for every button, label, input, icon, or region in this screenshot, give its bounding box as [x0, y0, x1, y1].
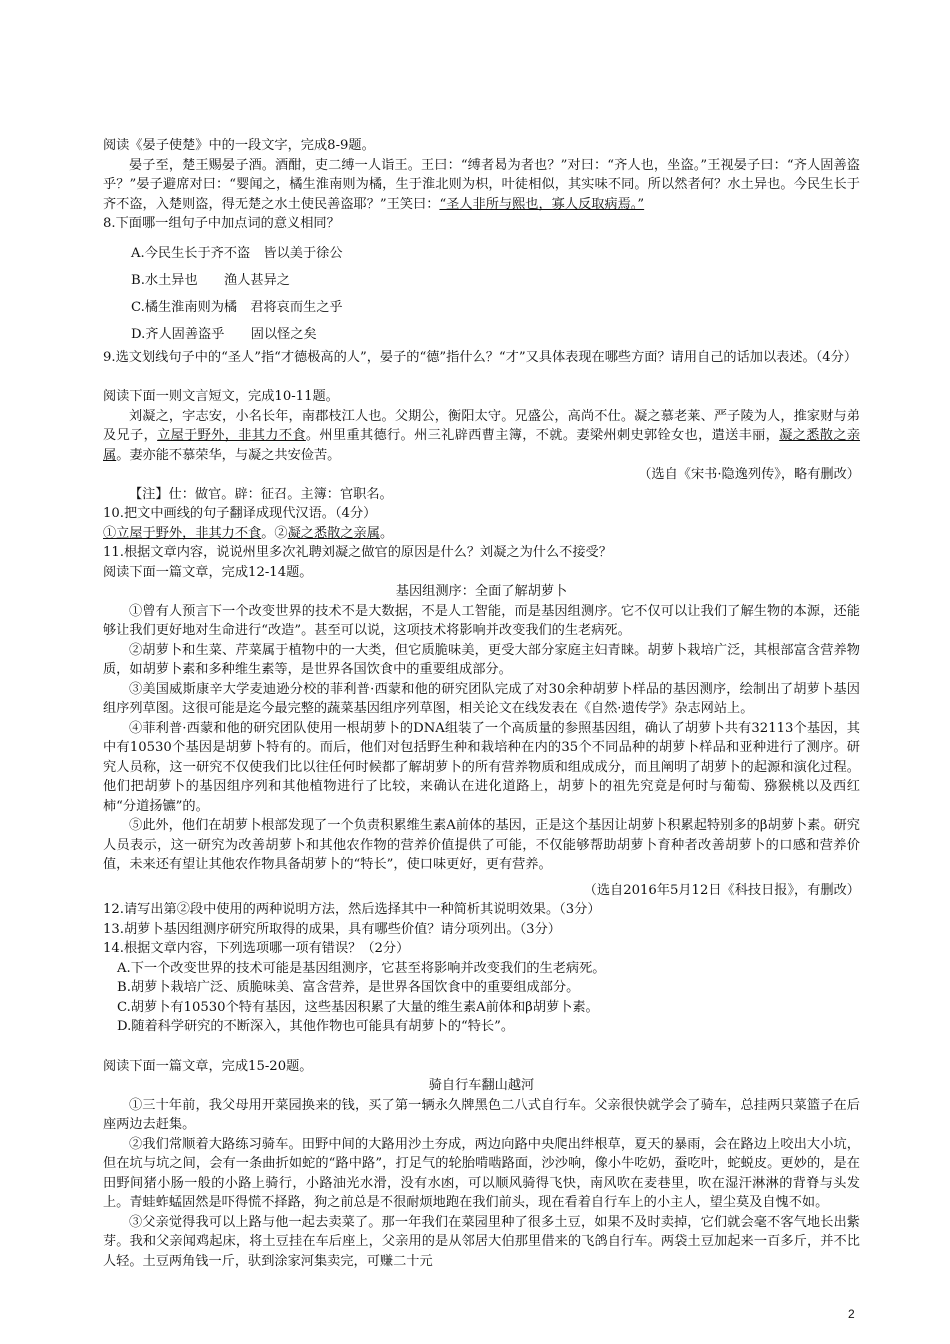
paragraph: ⑤此外，他们在胡萝卜根部发现了一个负责积累维生素A前体的基因，正是这个基因让胡萝卜积累起特别多的β胡萝卜素。研究人员表示，这一研究为改善胡萝卜和其他农作物的营养价值提供了可能，不仅能够帮助胡萝卜育种者改善胡萝卜的口感和营养价值，未来还有望让其他农作物具备胡萝卜的“特长”，使口味更好，更有营养。 [103, 818, 860, 872]
sentence-b: 凝之悉散之亲属 [287, 525, 380, 541]
paragraph: ④菲利普·西蒙和他的研究团队使用一根胡萝卜的DNA组装了一个高质量的参照基因组，确认了胡萝卜共有32113个基因，其中有10530个基因是胡萝卜特有的。而后，他们对包括野生种和栽培种在内的35个不同品种的胡萝卜样品和亚种进行了测序。研究人员称，这一研究不仅使我们比以往任何时候都了解胡萝卜的所有营养物质和组成成分，而且阐明了胡萝卜的起源和演化过程。他们把胡萝卜的基因组序列和其他植物进行了比较，来确认在进化道路上，胡萝卜的祖先究竟是何时与葡萄、猕猴桃以及西红柿“分道扬镳”的。 [103, 720, 860, 814]
question-13: 13.胡萝卜基因组测序研究所取得的成果，具有哪些价值？请分项列出。（3分） [103, 921, 561, 937]
question-8-options [103, 240, 860, 348]
source-note: （选自《宋书·隐逸列传》，略有删改） [638, 467, 860, 482]
annotation-note: 【注】仕：做官。辟：征召。主簿：官职名。 [129, 486, 393, 502]
page-number: 2 [848, 1307, 855, 1321]
question-10: 10.把文中画线的句子翻译成现代汉语。（4分） [103, 506, 377, 521]
option-item: D.随着科学研究的不断深入，其他作物也可能具有胡萝卜的“特长”。 [117, 1019, 515, 1034]
option-item: B.水土异也 渔人甚异之 [131, 272, 290, 288]
underlined-quote: “圣人非所与熙也，寡人反取病焉。” [439, 196, 645, 212]
question-8: 8.下面哪一组句子中加点词的意义相同？ [103, 216, 340, 231]
paragraph: ②我们常顺着大路练习骑车。田野中间的大路用沙土夯成，两边向路中央爬出绊根草，夏天的暴雨，会在路边上咬出大小坑，但在坑与坑之间，会有一条曲折如蛇的“路中路”，打足气的轮胎啃啮路面，沙沙响，像小牛吃奶，蚕吃叶，蛇蜕皮。更妙的，是在田野间猪小肠一般的小路上骑行，小路油光水滑，没有水凼，可以顺风骑得飞快，南风吹在麦巷里，吹在湿汗淋淋的背脊与头发上。青蛙蚱蜢固然是吓得慌不择路，狗之前总是不很耐烦地跑在我们前头，现在看着自行车上的小主人，望尘莫及自愧不如。 [103, 1136, 860, 1210]
section-intro-liuning: 阅读下面一则文言短文，完成10-11题。 [103, 389, 339, 404]
passage-liuning [103, 407, 860, 466]
passage-yanzi-text: 晏子至，楚王赐晏子酒。酒酣，吏二缚一人诣王。王曰：“缚者曷为者也？”对曰：“齐人也，坐盗。”王视晏子曰：“齐人固善盗乎？”晏子避席对曰：“婴闻之，橘生淮南则为橘，生于淮北则为枳，叶徒相似，其实味不同。所以然者何？水土异也。今民生长于齐不盗，入楚则盗，得无楚之水土使民善盗耶？”王笑曰： [103, 157, 860, 212]
question-14-options [103, 959, 860, 1037]
paragraph: ①三十年前，我父母用开菜园换来的钱，买了第一辆永久牌黑色二八式自行车。父亲很快就学会了骑车，总挂两只菜篮子在后座两边去赶集。 [103, 1097, 860, 1132]
passage-yanzi [103, 156, 860, 215]
paragraph: ③美国威斯康辛大学麦迪逊分校的菲利普·西蒙和他的研究团队完成了对30余种胡萝卜样品的基因测序，绘制出了胡萝卜基因组序列草图。这很可能是迄今最完整的蔬菜基因组序列草图，相关论文在线发表在《自然·遗传学》杂志网站上。 [103, 681, 860, 716]
question-14: 14.根据文章内容，下列选项哪一项有错误？（2分） [103, 941, 410, 956]
question-10-sentences [103, 524, 860, 544]
paragraph: ③父亲觉得我可以上路与他一起去卖菜了。那一年我们在菜园里种了很多土豆，如果不及时卖掉，它们就会毫不客气地长出紫芽。我和父亲闻鸡起床，将土豆挂在车后座上，父亲用的是从邻居大伯那里借来的飞鸽自行车。两袋土豆加起来一百多斤，并不比人轻。土豆两角钱一斤，驮到涂家河集卖完，可赚二十元 [103, 1214, 860, 1269]
section-intro-bike: 阅读下面一篇文章，完成15-20题。 [103, 1058, 313, 1074]
option-item: B.胡萝卜栽培广泛、质脆味美、富含营养，是世界各国饮食中的重要组成部分。 [117, 980, 580, 995]
option-item: A.今民生长于齐不盗 皆以美于徐公 [131, 245, 343, 261]
article-title-carrot: 基因组测序：全面了解胡萝卜 [395, 584, 568, 599]
passage-text: 刘凝之，字志安，小名长年，南郡枝江人也。父期公，衡阳太守。兄盛公，高尚不仕。凝之慕老莱、严子陵为人，推家财与弟及兄子， [103, 408, 860, 443]
option-item: C.胡萝卜有10530个特有基因，这些基因积累了大量的维生素A前体和β胡萝卜素。 [117, 999, 599, 1015]
question-11: 11.根据文章内容，说说州里多次礼聘刘凝之做官的原因是什么？刘凝之为什么不接受？ [103, 545, 612, 560]
source-note: （选自2016年5月12日《科技日报》，有删改） [583, 882, 860, 898]
paragraph: ②胡萝卜和生菜、芹菜属于植物中的一大类，但它质脆味美，更受大部分家庭主妇青睐。胡萝卜栽培广泛，其根部富含营养物质，如胡萝卜素和多种维生素等，是世界各国饮食中的重要组成部分。 [103, 642, 860, 677]
option-item: D.齐人固善盗乎 固以怪之矣 [131, 326, 317, 342]
underlined-sentence-1: 立屋于野外，非其力不食 [157, 428, 306, 443]
sentence-end: 。 [379, 525, 394, 541]
passage-text: 。州里重其德行。州三礼辟西曹主簿，不就。妻梁州刺史郭铨女也，遣送丰丽， [305, 428, 780, 443]
sentence-separator: 。② [261, 525, 288, 541]
paragraph: ①曾有人预言下一个改变世界的技术不是大数据，不是人工智能，而是基因组测序。它不仅可以让我们了解生物的本源，还能够让我们更好地对生命进行“改造”。甚至可以说，这项技术将影响并改变我们的生老病死。 [103, 603, 860, 638]
section-intro-yanzi: 阅读《晏子使楚》中的一段文字，完成8-9题。 [103, 138, 375, 153]
article-title-bike: 骑自行车翻山越河 [428, 1078, 535, 1093]
question-9: 9.选文划线句子中的“圣人”指“才德极高的人”，晏子的“德”指什么？“才”又具体表现在哪些方面？请用自己的话加以表述。（4分） [103, 349, 858, 365]
option-item: C.橘生淮南则为橘 君将哀而生之乎 [131, 299, 343, 315]
section-intro-carrot: 阅读下面一篇文章，完成12-14题。 [103, 564, 313, 580]
sentence-a: ①立屋于野外，非其力不食 [103, 525, 262, 541]
option-item: A.下一个改变世界的技术可能是基因组测序，它甚至将影响并改变我们的生老病死。 [117, 960, 606, 976]
passage-text: 。妻亦能不慕荣华，与凝之共安俭苦。 [116, 447, 341, 463]
underlined-sentence-2: 凝之悉散之亲属 [103, 428, 861, 463]
question-12: 12.请写出第②段中使用的两种说明方法，然后选择其中一种简析其说明效果。（3分） [103, 902, 601, 917]
document-body [103, 136, 860, 1271]
